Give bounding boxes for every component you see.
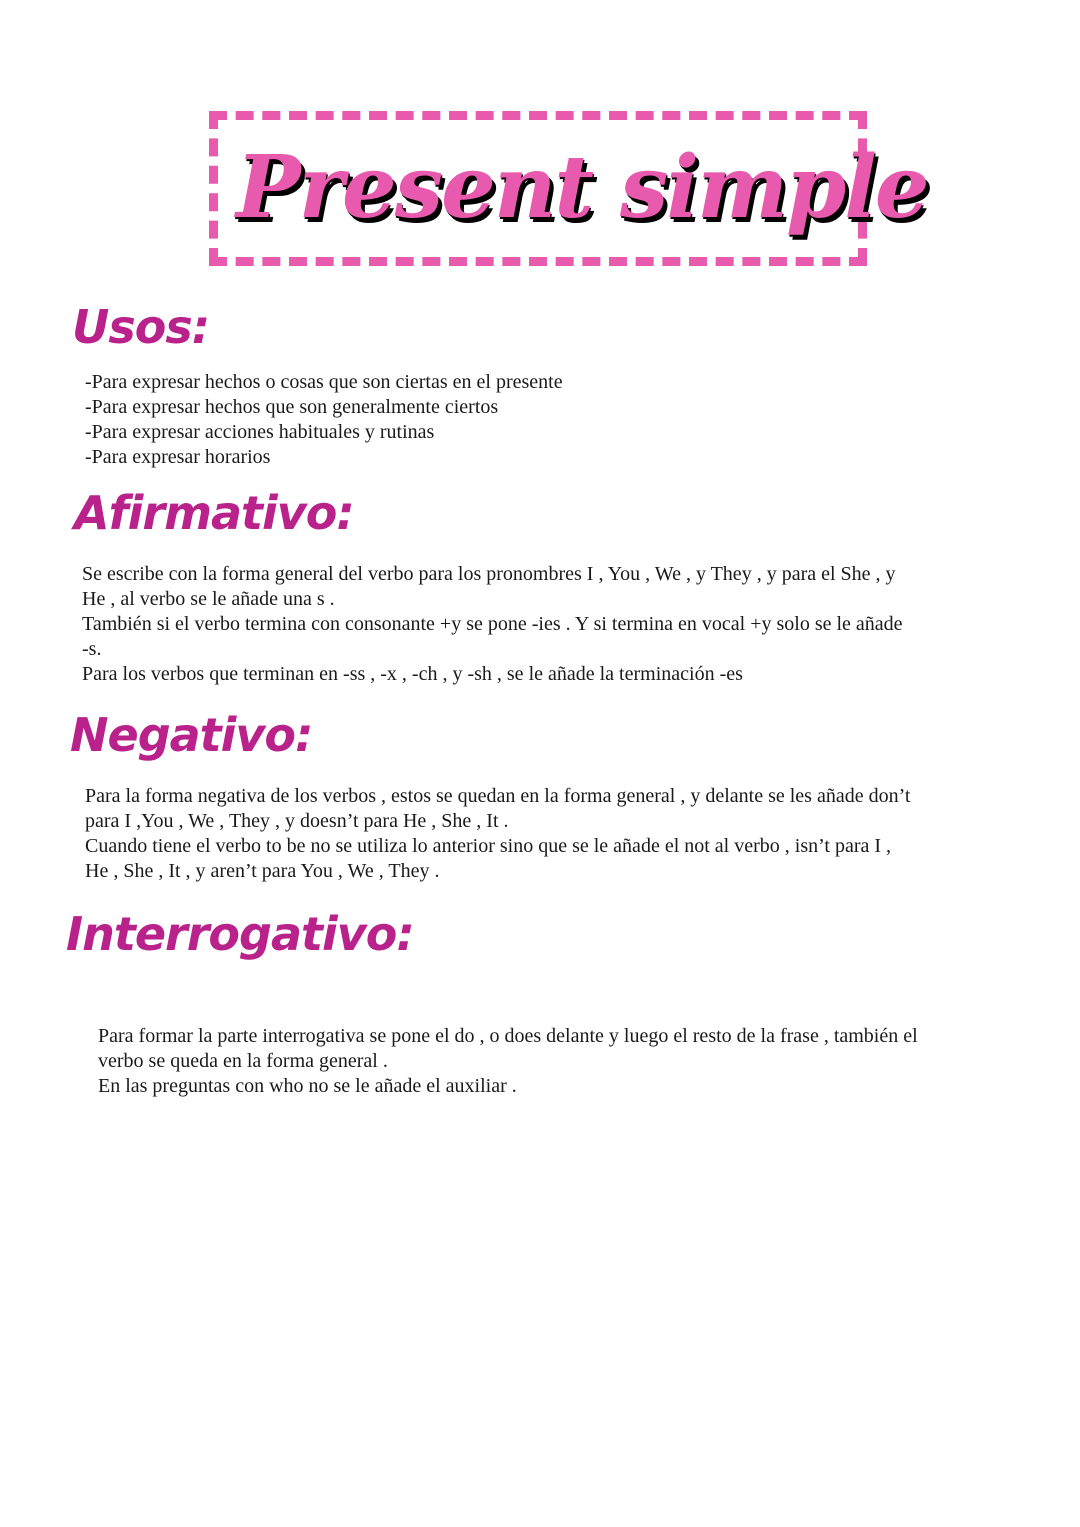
afirmativo-text xyxy=(82,562,992,687)
usos-line: -Para expresar acciones habituales y rutinas xyxy=(85,421,435,443)
usos-line: -Para expresar hechos o cosas que son ciertas en el presente xyxy=(85,371,563,393)
interrogativo-text xyxy=(98,1024,1008,1099)
afirmativo-line: -s. xyxy=(82,638,102,660)
negativo-line: He , She , It , y aren’t para You , We , They . xyxy=(85,860,440,882)
afirmativo-line: He , al verbo se le añade una s . xyxy=(82,588,335,610)
afirmativo-line: Para los verbos que terminan en -ss , -x , -ch , y -sh , se le añade la terminación -es xyxy=(82,663,743,685)
heading-afirmativo: Afirmativo: xyxy=(74,486,354,540)
negativo-line: Cuando tiene el verbo to be no se utiliza lo anterior sino que se le añade el not al verbo , isn’t para I , xyxy=(85,835,892,857)
usos-line: -Para expresar hechos que son generalmente ciertos xyxy=(85,396,499,418)
negativo-line: Para la forma negativa de los verbos , estos se quedan en la forma general , y delante se les añade don’t xyxy=(85,785,911,807)
negativo-text xyxy=(85,784,995,884)
interrogativo-line: verbo se queda en la forma general . xyxy=(98,1050,388,1072)
interrogativo-line: Para formar la parte interrogativa se pone el do , o does delante y luego el resto de la frase , también el xyxy=(98,1025,918,1047)
usos-line: -Para expresar horarios xyxy=(85,446,271,468)
heading-interrogativo: Interrogativo: xyxy=(66,907,414,961)
heading-negativo: Negativo: xyxy=(70,708,313,762)
afirmativo-line: También si el verbo termina con consonante +y se pone -ies . Y si termina en vocal +y solo se le añade xyxy=(82,613,903,635)
heading-usos: Usos: xyxy=(72,300,210,354)
interrogativo-line: En las preguntas con who no se le añade el auxiliar . xyxy=(98,1075,517,1097)
page-title: Present simple xyxy=(236,137,928,238)
usos-text xyxy=(85,370,965,470)
negativo-line: para I ,You , We , They , y doesn’t para He , She , It . xyxy=(85,810,509,832)
afirmativo-line: Se escribe con la forma general del verbo para los pronombres I , You , We , y They , y para el She , y xyxy=(82,563,896,585)
